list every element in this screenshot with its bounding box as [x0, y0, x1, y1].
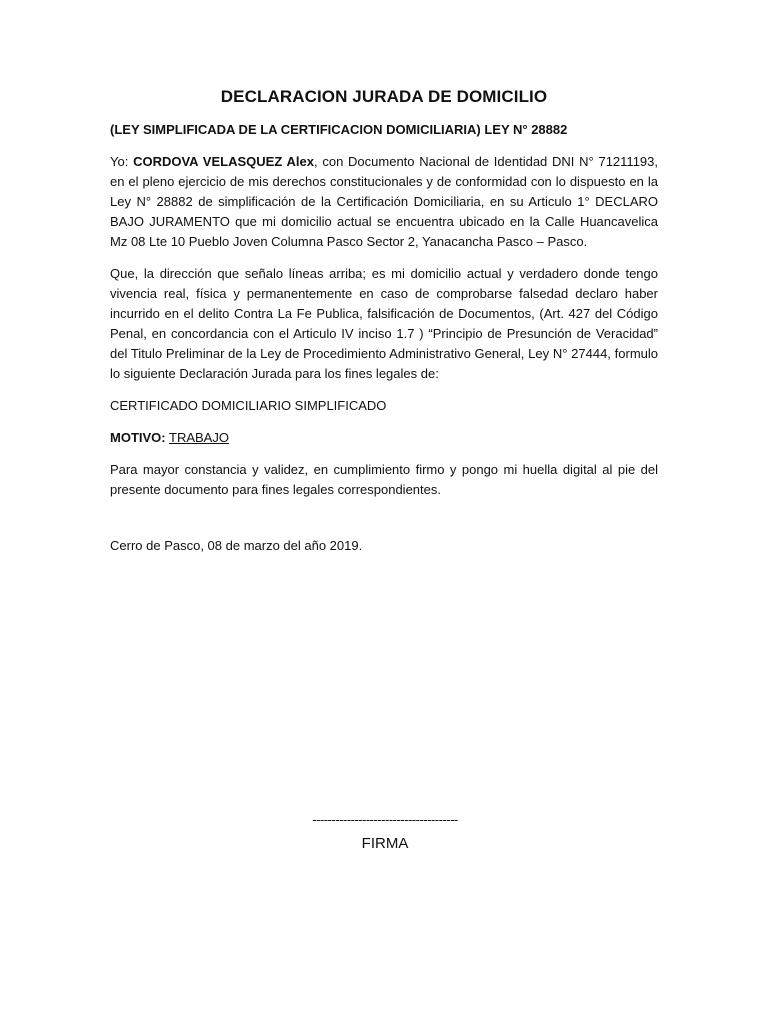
- declarant-name: CORDOVA VELASQUEZ Alex: [133, 154, 314, 169]
- declarant-prefix: Yo:: [110, 154, 134, 169]
- declaration-text: , con Documento Nacional de Identidad DNI N° 71211193, en el pleno ejercicio de mis derechos constitucionales y de conformidad con lo dispuesto en la Ley N° 28882 de simplificación de la Certificación Domiciliaria, en su Articulo 1° DECLARO BAJO JURAMENTO que mi domicilio actual se encuentra ubicado en la Calle Huancavelica Mz 08 Lte 10 Pueblo Joven Columna Pasco Sector 2, Yanacancha Pasco – Pasco.: [110, 154, 658, 249]
- motivo-value: TRABAJO: [169, 430, 229, 445]
- closing-paragraph: Para mayor constancia y validez, en cumplimiento firmo y pongo mi huella digital al pie del presente documento para fines legales correspondientes.: [110, 462, 658, 497]
- signature-label: FIRMA: [361, 835, 409, 852]
- motivo-line: [110, 428, 658, 448]
- declaration-paragraph: [110, 152, 658, 252]
- document-title: DECLARACION JURADA DE DOMICILIO: [220, 87, 548, 106]
- signature-line: --------------------------------------: [312, 812, 458, 827]
- motivo-label: MOTIVO:: [110, 430, 166, 445]
- document-subtitle: (LEY SIMPLIFICADA DE LA CERTIFICACION DOMICILIARIA) LEY N° 28882: [110, 122, 568, 137]
- place-date: Cerro de Pasco, 08 de marzo del año 2019.: [110, 538, 363, 553]
- certificate-type: CERTIFICADO DOMICILIARIO SIMPLIFICADO: [110, 398, 387, 413]
- legal-paragraph: Que, la dirección que señalo líneas arriba; es mi domicilio actual y verdadero donde tengo vivencia real, física y permanentemente en caso de comprobarse falsedad declaro haber incurrido en el delito Contra La Fe Publica, falsificación de Documentos, (Art. 427 del Código Penal, en concordancia con el Articulo IV inciso 1.7 ) “Principio de Presunción de Veracidad” del Titulo Preliminar de la Ley de Procedimiento Administrativo General, Ley N° 27444, formulo lo siguiente Declaración Jurada para los fines legales de:: [110, 266, 658, 381]
- document-body: [110, 86, 658, 512]
